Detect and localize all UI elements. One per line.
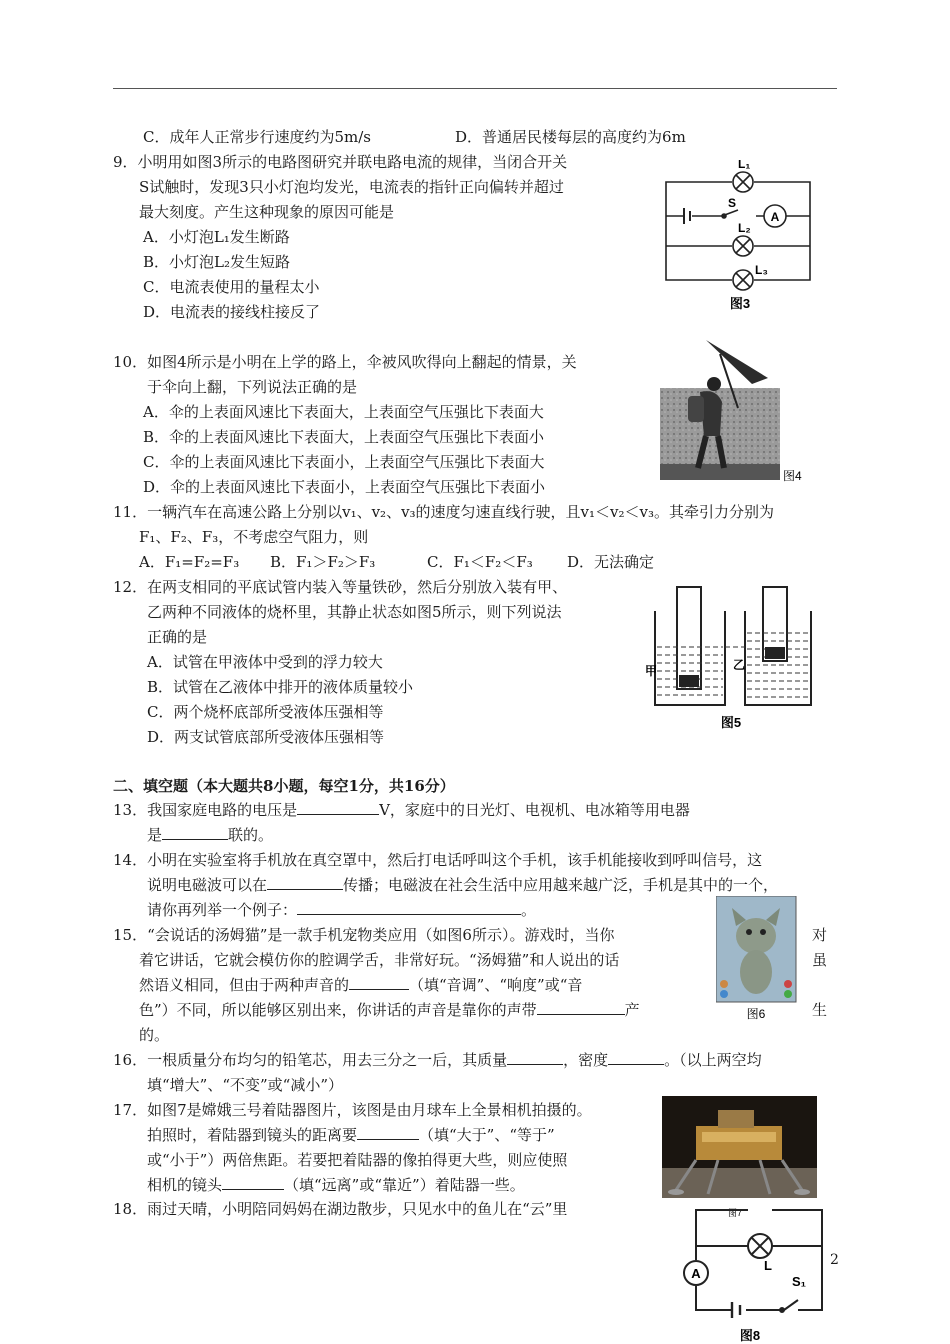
q15-line-4-end: 生 [812,1001,828,1019]
fig8-caption: 图8 [739,1328,761,1343]
q10-option-d: D．伞的上表面风速比下表面小，上表面空气压强比下表面小 [143,478,546,496]
page-number: 2 [830,1252,839,1268]
q18-line-1: 18．雨过天晴，小明陪同妈妈在湖边散步，只见水中的鱼儿在“云”里 [113,1200,568,1218]
figure-6-talking-cat [716,896,798,1022]
q13-text-1: 13．我国家庭电路的电压是 [113,801,298,819]
q12-option-b: B．试管在乙液体中排开的液体质量较小 [147,678,414,696]
q15-blank-sound-property[interactable] [349,975,409,990]
q17-line-3: 或“小于”）两倍焦距。若要把着陆器的像拍得更大些，则应使照 [147,1151,568,1169]
q16-line-2: 填“增大”、“不变”或“减小”） [147,1076,344,1094]
q15-line-2: 着它讲话，它就会模仿你的腔调学舌，非常好玩。“汤姆猫”和人说出的话 [139,951,620,969]
q16-blank-density[interactable] [608,1050,664,1065]
q10-option-b: B．伞的上表面风速比下表面大，上表面空气压强比下表面小 [143,428,545,446]
q10-option-a: A．伞的上表面风速比下表面大，上表面空气压强比下表面大 [143,403,544,421]
q9-stem-1: 9．小明用如图3所示的电路图研究并联电路电流的规律，当闭合开关 [113,153,568,171]
q9-option-b: B．小灯泡L₂发生短路 [143,253,290,271]
q17-line-4 [147,1175,525,1195]
q10-option-c: C．伞的上表面风速比下表面小，上表面空气压强比下表面大 [143,453,545,471]
fig8-meter-label: A [691,1266,701,1281]
q13-text-2: V，家庭中的日光灯、电视机、电冰箱等用电器 [379,801,690,819]
fig3-l2-label: L₂ [738,221,751,235]
q15-line-4 [139,1000,640,1020]
q15-line-1: 15．“会说话的汤姆猫”是一款手机宠物类应用（如图6所示）。游戏时，当你 [113,926,615,944]
q16-text-3: 。（以上两空均 [664,1051,762,1069]
fig3-caption: 图3 [729,296,751,311]
q15-line-5: 的。 [139,1026,170,1044]
q15-blank-vocal-cords[interactable] [537,1000,625,1015]
q17-line-1: 17．如图7是嫦娥三号着陆器图片，该图是由月球车上全景相机拍摄的。 [113,1101,592,1119]
fig3-meter-label: A [770,210,780,224]
q10-stem-1: 10．如图4所示是小明在上学的路上，伞被风吹得向上翻起的情景，关 [113,353,577,371]
fig3-switch-label: S [728,196,737,210]
q16-line-1 [113,1050,762,1070]
fig3-l3-label: L₃ [755,263,768,277]
figure-8-circuit [680,1206,828,1344]
q9-stem-2: S试触时，发现3只小灯泡均发光，电流表的指针正向偏转并超过 [139,178,564,196]
header-rule [113,88,837,89]
fig3-l1-label: L₁ [738,160,751,171]
q12-stem-1: 12．在两支相同的平底试管内装入等量铁砂，然后分别放入装有甲、 [113,578,568,596]
q13-line-2 [147,825,273,845]
q12-stem-2: 乙两种不同液体的烧杯里，其静止状态如图5所示，则下列说法 [147,603,562,621]
q17-blank-lens-direction[interactable] [222,1175,284,1190]
q13-line-1 [113,800,690,820]
q13-blank-voltage[interactable] [297,800,379,815]
q15-text-4: 色”）不同，所以能够区别出来，你讲话的声音是靠你的声带 [139,1001,537,1019]
q8-option-c: C．成年人正常步行速度约为5m/s [143,128,371,146]
fig6-caption: 图6 [746,1007,766,1021]
q14-line-1: 14．小明在实验室将手机放在真空罩中，然后打电话呼叫这个手机，该手机能接收到呼叫信号，这 [113,851,763,869]
q11-option-d: D．无法确定 [567,553,655,571]
fig8-switch-label: S₁ [792,1274,807,1289]
fig7-caption: 图7 [728,1208,743,1218]
q16-text-1: 16．一根质量分布均匀的铅笔芯，用去三分之一后，其质量 [113,1051,508,1069]
figure-3-circuit [660,160,820,315]
q17-text-4b: （填“远离”或“靠近”）着陆器一些。 [284,1176,525,1194]
figure-5-beakers [645,585,815,735]
q12-option-d: D．两支试管底部所受液体压强相等 [147,728,385,746]
q17-blank-distance[interactable] [357,1125,419,1140]
q17-text-2b: （填“大于”、“等于” [419,1126,555,1144]
q13-blank-connection[interactable] [162,825,228,840]
fig8-lamp-label: L [764,1258,772,1273]
q11-stem-1: 11．一辆汽车在高速公路上分别以v₁、v₂、v₃的速度匀速直线行驶，且v₁＜v₂＜v₃。其牵引力分别为 [113,503,775,521]
q14-blank-example[interactable] [297,900,521,915]
q16-text-2: ，密度 [563,1051,609,1069]
q15-line-2-end: 虽 [812,951,828,969]
q14-line-3 [147,900,536,920]
q11-stem-2: F₁、F₂、F₃，不考虑空气阻力，则 [139,528,369,546]
q15-text-4b: 产 [624,1001,640,1019]
fig4-caption: 图4 [783,469,802,483]
q15-text-3b: （填“音调”、“响度”或“音 [409,976,583,994]
q14-text-3b: 。 [521,901,537,919]
q9-option-c: C．电流表使用的量程太小 [143,278,320,296]
q16-blank-mass[interactable] [507,1050,563,1065]
q12-option-a: A．试管在甲液体中受到的浮力较大 [147,653,383,671]
q9-option-a: A．小灯泡L₁发生断路 [143,228,290,246]
q9-option-d: D．电流表的接线柱接反了 [143,303,321,321]
figure-7-lander-photo [662,1096,818,1220]
q14-text-2b: 传播；电磁波在社会生活中应用越来越广泛，手机是其中的一个， [343,876,779,894]
q13-text-4: 联的。 [228,826,274,844]
q17-line-2 [147,1125,555,1145]
q14-blank-medium[interactable] [267,875,343,890]
q14-line-2 [147,875,778,895]
q11-option-b: B．F₁＞F₂＞F₃ [270,553,376,571]
q10-stem-2: 于伞向上翻，下列说法正确的是 [147,378,358,396]
fig5-label-jia: 甲 [645,664,658,678]
q14-text-2a: 说明电磁波可以在 [147,876,268,894]
q15-text-3: 然语义相同，但由于两种声音的 [139,976,350,994]
q17-text-2a: 拍照时，着陆器到镜头的距离要 [147,1126,358,1144]
q9-stem-3: 最大刻度。产生这种现象的原因可能是 [139,203,395,221]
q12-option-c: C．两个烧杯底部所受液体压强相等 [147,703,384,721]
q17-text-4a: 相机的镜头 [147,1176,223,1194]
figure-4-umbrella-photo [660,336,810,484]
fig5-label-yi: 乙 [733,658,746,672]
q11-option-a: A．F₁=F₂=F₃ [139,553,240,571]
q8-option-d: D．普通居民楼每层的高度约为6m [455,128,686,146]
q13-text-3: 是 [147,826,163,844]
q15-line-1-end: 对 [812,926,828,944]
q14-text-3a: 请你再列举一个例子： [147,901,298,919]
q15-line-3 [139,975,582,995]
q12-stem-3: 正确的是 [147,628,208,646]
q11-option-c: C．F₁＜F₂＜F₃ [427,553,533,571]
fig5-caption: 图5 [720,715,742,730]
section-2-heading: 二、填空题（本大题共8小题，每空1分，共16分） [113,777,455,795]
